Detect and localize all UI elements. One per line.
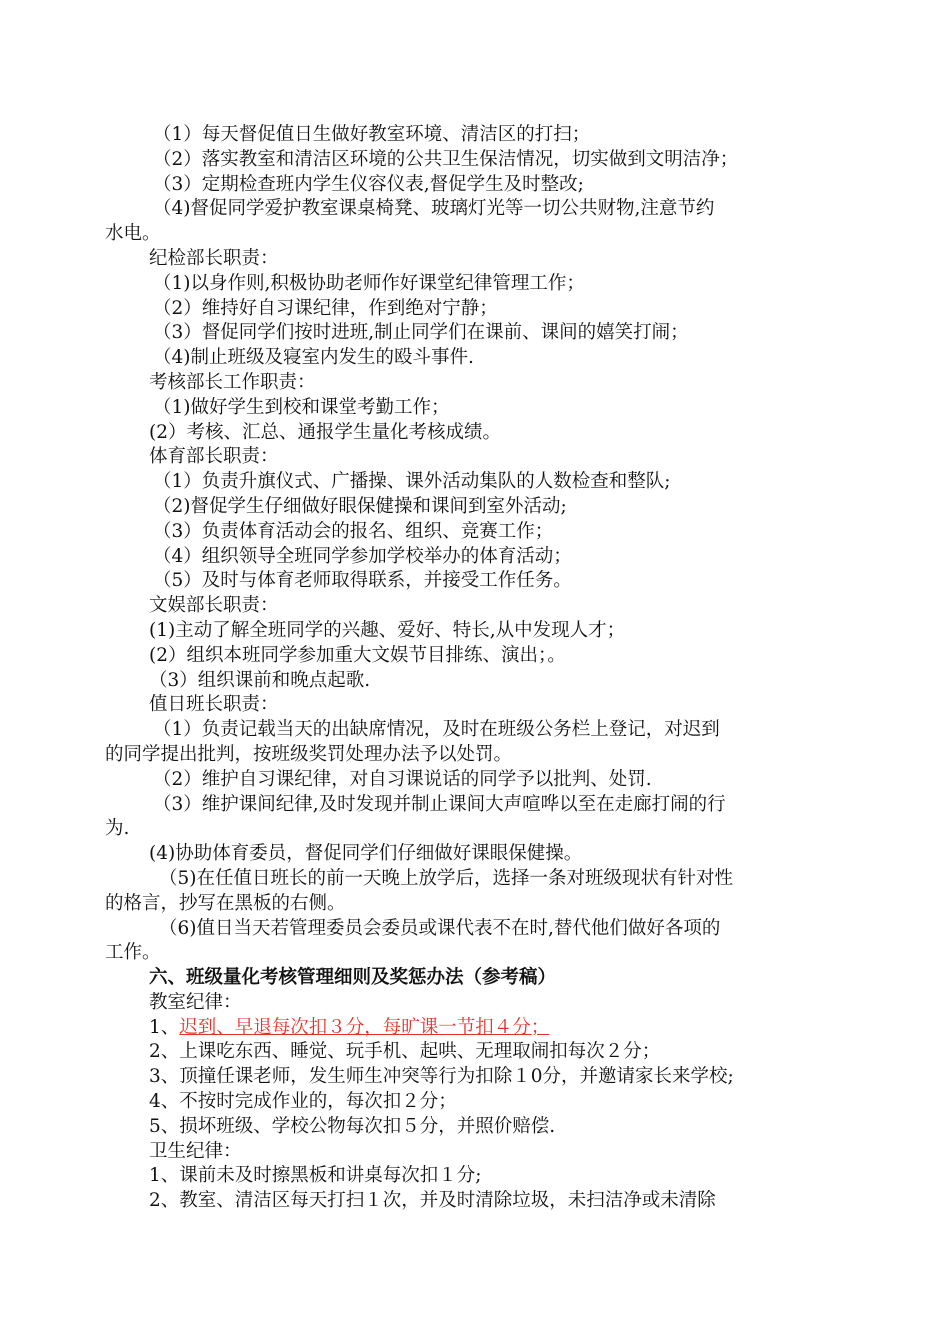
text-line <box>105 1016 847 1041</box>
text-line: （1）每天督促值日生做好教室环境、清洁区的打扫； <box>153 124 591 145</box>
text-line: 为. <box>105 818 130 840</box>
text-line: （1)以身作则,积极协助老师作好课堂纪律管理工作； <box>153 272 585 294</box>
text-line: （1）负责记载当天的出缺席情况，及时在班级公务栏上登记，对迟到 <box>153 719 720 741</box>
text-line: 3、顶撞任课老师，发生师生冲突等行为扣除１0分，并邀请家长来学校; <box>149 1066 734 1088</box>
text-line: 1、课前未及时擦黑板和讲桌每次扣１分; <box>149 1165 482 1187</box>
text-line: （2）维持好自习课纪律，作到绝对宁静； <box>153 297 498 319</box>
text-line: （3）督促同学们按时进班,制止同学们在课前、课间的嬉笑打闹； <box>153 322 689 344</box>
text-line: 水电。 <box>105 223 161 245</box>
section-heading: 教室纪律： <box>149 991 242 1013</box>
text-line: 的同学提出批判，按班级奖罚处理办法予以处罚。 <box>105 743 513 765</box>
list-number: 1、 <box>149 1016 180 1038</box>
section-heading: 值日班长职责： <box>149 694 279 716</box>
chapter-heading: 六、班级量化考核管理细则及奖惩办法（参考稿） <box>149 967 557 989</box>
text-line: （1)做好学生到校和课堂考勤工作； <box>153 396 450 418</box>
text-line: （3）组织课前和晚点起歌. <box>149 669 371 691</box>
text-line: （1）负责升旗仪式、广播操、课外活动集队的人数检查和整队; <box>153 471 671 493</box>
text-line: （2）维护自习课纪律，对自习课说话的同学予以批判、处罚. <box>153 768 652 790</box>
highlighted-rule: 迟到、早退每次扣３分，每旷课一节扣４分； <box>179 1016 550 1038</box>
text-line: （3）维护课间纪律,及时发现并制止课间大声喧哗以至在走廊打闹的行 <box>153 793 726 815</box>
section-heading: 文娱部长职责： <box>149 595 279 617</box>
text-line: (1)主动了解全班同学的兴趣、爱好、特长,从中发现人才； <box>149 619 626 641</box>
text-line: （3）负责体育活动会的报名、组织、竞赛工作； <box>153 520 554 542</box>
text-line: (4)协助体育委员，督促同学们仔细做好课眼保健操。 <box>149 843 583 865</box>
text-line: 工作。 <box>105 942 161 964</box>
text-line: （2)督促学生仔细做好眼保健操和课间到室外活动; <box>153 495 567 517</box>
section-heading: 体育部长职责： <box>149 446 279 468</box>
text-line: （4)制止班级及寝室内发生的殴斗事件. <box>153 347 474 369</box>
text-line: （5）及时与体育老师取得联系，并接受工作任务。 <box>153 570 572 592</box>
text-line: （6)值日当天若管理委员会委员或课代表不在时,替代他们做好各项的 <box>159 917 721 939</box>
text-line: （4）组织领导全班同学参加学校举办的体育活动； <box>153 545 572 567</box>
text-line: 的格言，抄写在黑板的右侧。 <box>105 892 346 914</box>
text-line: (2）组织本班同学参加重大文娱节目排练、演出；。 <box>149 644 566 666</box>
text-line: 4、不按时完成作业的，每次扣２分； <box>149 1091 457 1113</box>
section-heading: 卫生纪律： <box>149 1140 242 1162</box>
text-line: 5、损坏班级、学校公物每次扣５分，并照价赔偿. <box>149 1115 556 1137</box>
text-line: 2、上课吃东西、睡觉、玩手机、起哄、无理取闹扣每次２分； <box>149 1041 661 1063</box>
text-line: （4)督促同学爱护教室课桌椅凳、玻璃灯光等一切公共财物,注意节约 <box>153 198 715 220</box>
text-line: 2、教室、清洁区每天打扫１次，并及时清除垃圾，未扫洁净或未清除 <box>149 1190 716 1212</box>
text-line: （2）落实教室和清洁区环境的公共卫生保洁情况，切实做到文明洁净； <box>153 148 739 170</box>
section-heading: 考核部长工作职责： <box>149 371 316 393</box>
text-line: （5)在任值日班长的前一天晚上放学后，选择一条对班级现状有针对性 <box>159 867 733 889</box>
section-heading: 纪检部长职责： <box>149 247 279 269</box>
text-line: （3）定期检查班内学生仪容仪表,督促学生及时整改; <box>153 173 584 195</box>
document-body <box>105 123 847 1214</box>
text-line: (2）考核、汇总、通报学生量化考核成绩。 <box>149 421 501 443</box>
